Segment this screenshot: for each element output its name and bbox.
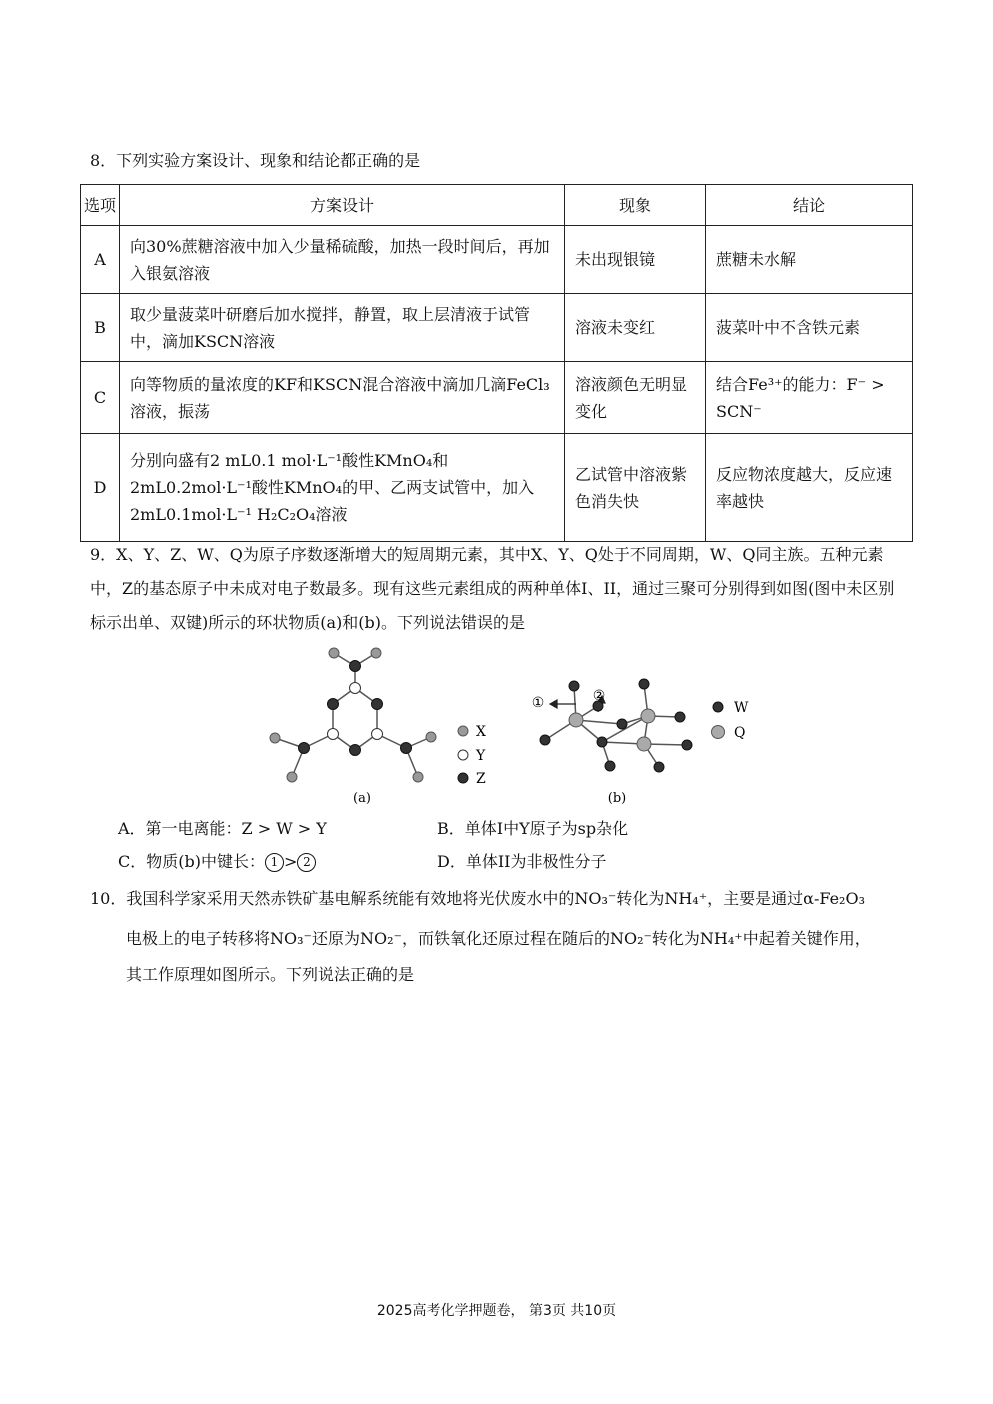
legend-a-x: X <box>476 724 486 740</box>
q9-option-c <box>118 852 316 872</box>
row-option: A <box>81 226 120 294</box>
row-option: B <box>81 294 120 362</box>
q8-stem: 8．下列实验方案设计、现象和结论都正确的是 <box>90 151 421 170</box>
page-footer: 2025高考化学押题卷， 第3页 共10页 <box>376 1303 617 1319</box>
legend-a-z: Z <box>476 771 486 787</box>
header-conclusion: 结论 <box>706 185 913 226</box>
row-phenomenon: 溶液颜色无明显变化 <box>565 362 706 434</box>
table-row <box>81 434 913 542</box>
caption-b: (b) <box>607 791 627 806</box>
table-header-row <box>81 185 913 226</box>
table-row <box>81 226 913 294</box>
marker-1: ① <box>531 695 545 711</box>
row-phenomenon: 溶液未变红 <box>565 294 706 362</box>
row-conclusion: 结合Fe³⁺的能力：F⁻ > SCN⁻ <box>706 362 913 434</box>
row-option: D <box>81 434 120 542</box>
row-design: 取少量菠菜叶研磨后加水搅拌，静置，取上层清液于试管中，滴加KSCN溶液 <box>120 294 565 362</box>
structure-b-bonds <box>545 684 687 767</box>
row-option: C <box>81 362 120 434</box>
circled-2: 2 <box>297 853 316 872</box>
header-design: 方案设计 <box>120 185 565 226</box>
legend-b <box>712 700 750 741</box>
q10-line-2: 电极上的电子转移将NO₃⁻还原为NO₂⁻，而铁氧化还原过程在随后的NO₂⁻转化为NH₄⁺中起着关键作用， <box>126 929 871 948</box>
row-design: 向等物质的量浓度的KF和KSCN混合溶液中滴加几滴FeCl₃溶液，振荡 <box>120 362 565 434</box>
q9-option-d: D．单体II为非极性分子 <box>437 852 607 871</box>
table-row <box>81 294 913 362</box>
q9-option-c-gt: > <box>283 852 298 871</box>
circled-1: 1 <box>265 853 284 872</box>
row-conclusion: 蔗糖未水解 <box>706 226 913 294</box>
header-phenomenon: 现象 <box>565 185 706 226</box>
table-row <box>81 362 913 434</box>
row-conclusion: 菠菜叶中不含铁元素 <box>706 294 913 362</box>
row-phenomenon: 未出现银镜 <box>565 226 706 294</box>
q9-option-b: B．单体I中Y原子为sp杂化 <box>437 819 629 838</box>
q10-line-1: 10．我国科学家采用天然赤铁矿基电解系统能有效地将光伏废水中的NO₃⁻转化为NH₄⁺，主要是通过α-Fe₂O₃ <box>90 889 866 908</box>
structure-b-atoms <box>540 679 692 772</box>
row-design: 向30%蔗糖溶液中加入少量稀硫酸，加热一段时间后，再加入银氨溶液 <box>120 226 565 294</box>
q9-option-c-text: C．物质(b)中键长： <box>118 852 265 871</box>
q9-stem: 9．X、Y、Z、W、Q为原子序数逐渐增大的短周期元素，其中X、Y、Q处于不同周期，W、Q同主族。五种元素中，Z的基态原子中未成对电子数最多。现有这些元素组成的两种单体I、II，通过三聚可分别得到如图(图中未区别标示出单、双键)所示的环状物质(a)和(b)。下列说法错误的是 <box>90 545 895 632</box>
row-phenomenon: 乙试管中溶液紫色消失快 <box>565 434 706 542</box>
row-design: 分别向盛有2 mL0.1 mol·L⁻¹酸性KMnO₄和2mL0.2mol·L⁻¹酸性KMnO₄的甲、乙两支试管中，加入2mL0.1mol·L⁻¹ H₂C₂O₄溶液 <box>120 434 565 542</box>
marker-2: ② <box>592 688 606 704</box>
row-conclusion: 反应物浓度越大，反应速率越快 <box>706 434 913 542</box>
header-option: 选项 <box>81 185 120 226</box>
legend-a-y: Y <box>476 748 486 764</box>
legend-b-q: Q <box>734 725 746 741</box>
q10-line-3: 其工作原理如图所示。下列说法正确的是 <box>126 965 415 984</box>
experiment-table <box>80 184 913 542</box>
molecule-figure <box>262 640 782 812</box>
legend-a <box>458 724 486 787</box>
caption-a: (a) <box>353 791 371 806</box>
legend-b-w: W <box>734 700 749 716</box>
q9-option-a: A．第一电离能：Z > W > Y <box>118 819 327 838</box>
